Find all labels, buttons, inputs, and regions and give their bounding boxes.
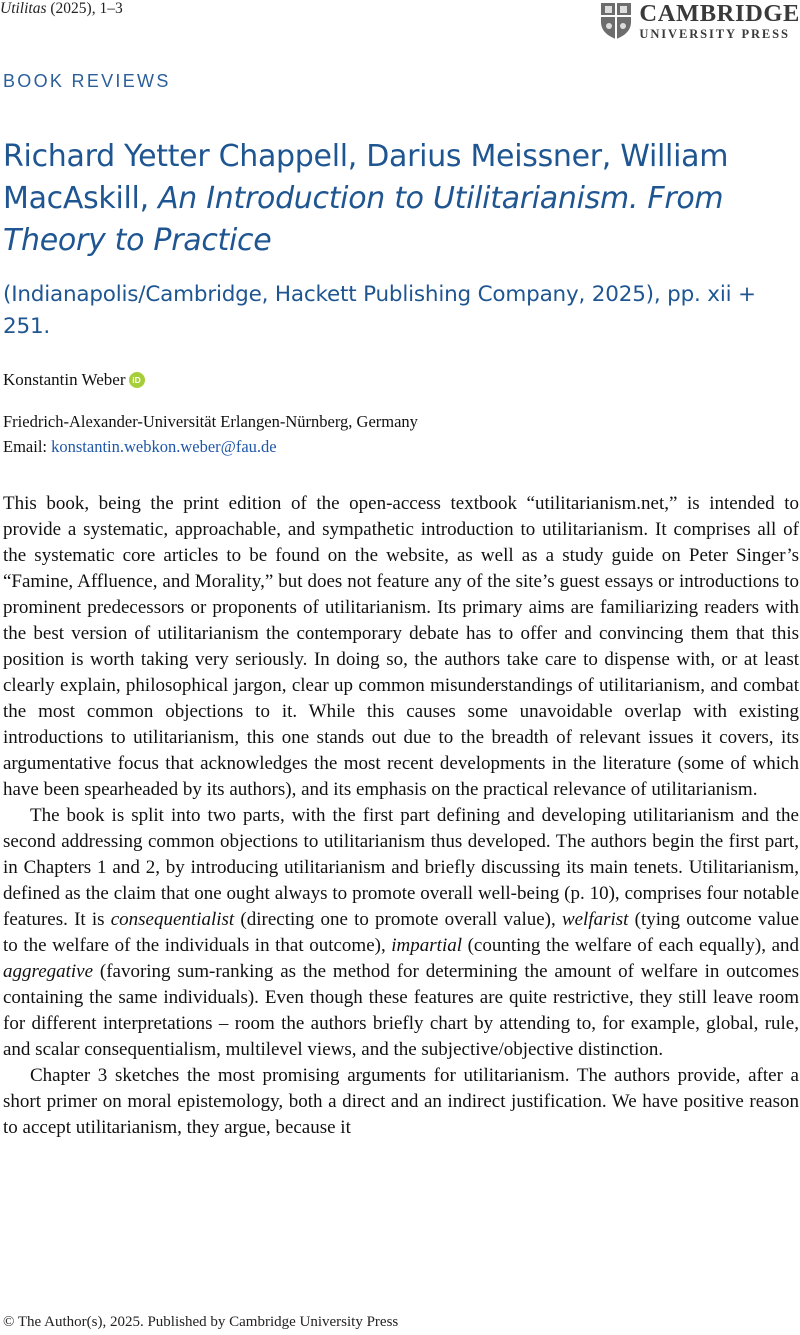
journal-citation <box>0 0 123 18</box>
journal-name: Utilitas <box>0 0 47 17</box>
p2-text-a: The book is split into two parts, with the first part defining and developing utilitarianism and the second addressing common objections to utilitarianism thus developed. The authors begin the first part, in Chapters 1 and 2, by introducing utilitarianism and briefly discussing its main tenets. Utilitarianism, defined as the claim that one ought always to promote overall well-being (p. 10), comprises four notable features. It is <box>3 805 799 930</box>
publisher-name: CAMBRIDGE <box>639 0 800 27</box>
publisher-logo[interactable] <box>600 0 800 42</box>
publisher-subname: UNIVERSITY PRESS <box>639 27 790 41</box>
section-label: BOOK REVIEWS <box>3 71 171 91</box>
email-label: Email: <box>3 437 52 456</box>
book-title: An Introduction to Utilitarianism. From Theory to Practice <box>3 181 724 258</box>
reviewer-affiliation: Friedrich-Alexander-Universität Erlangen-Nürnberg, Germany <box>3 412 418 431</box>
p2-text-b: (directing one to promote overall value), <box>234 909 562 930</box>
review-body <box>3 491 799 1141</box>
p2-text-e: (favoring sum-ranking as the method for determining the amount of welfare in outcomes containing the same individuals). Even though these features are quite restrictive, they still leave room for different interpretations – room the authors briefly chart by attending to, for example, global, rule, and scalar consequentialism, multilevel views, and the subjective/objective distinction. <box>3 961 799 1060</box>
orcid-icon[interactable]: iD <box>129 372 145 388</box>
paragraph-1: This book, being the print edition of the open-access textbook “utilitarianism.net,” is intended to provide a systematic, approachable, and sympathetic introduction to utilitarianism. It comprises all of the systematic core articles to be found on the website, as well as a study guide on Peter Singer’s “Famine, Affluence, and Morality,” but does not feature any of the site’s guest essays or introductions to prominent predecessors or proponents of utilitarianism. Its primary aims are familiarizing readers with the best version of utilitarianism the contemporary debate has to offer and convincing them that this position is worth taking very seriously. In doing so, the authors take care to dispense with, or at least clearly explain, philosophical jargon, clear up common misunderstandings of utilitarianism, and combat the most common objections to it. While this causes some unavoidable overlap with existing introductions to utilitarianism, this one stands out due to the breadth of relevant issues it covers, its argumentative focus that acknowledges the most recent developments in the literature (some of which have been spearheaded by its authors), and its emphasis on the practical relevance of utilitarianism. <box>3 493 799 800</box>
term-welfarist: welfarist <box>561 909 629 930</box>
review-title <box>3 136 793 262</box>
term-aggregative: aggregative <box>3 961 94 982</box>
book-authors: Richard Yetter Chappell, Darius Meissner, William MacAskill, <box>3 139 729 216</box>
p2-text-d: (counting the welfare of each equally), and <box>462 935 800 956</box>
shield-icon <box>600 2 632 40</box>
reviewer-email-line <box>3 437 277 457</box>
email-link[interactable]: konstantin.webkon.weber@fau.de <box>51 437 277 456</box>
reviewer-name-line <box>3 370 145 390</box>
term-impartial: impartial <box>391 935 463 956</box>
publication-info: (Indianapolis/Cambridge, Hackett Publishing Company, 2025), pp. xii + 251. <box>3 282 756 339</box>
journal-year-pages: (2025), 1–3 <box>46 0 123 17</box>
paragraph-3: Chapter 3 sketches the most promising arguments for utilitarianism. The authors provide, after a short primer on moral epistemology, both a direct and an indirect justification. We have positive reason to accept utilitarianism, they argue, because it <box>3 1065 799 1138</box>
reviewer-name: Konstantin Weber <box>3 370 126 389</box>
term-consequentialist: consequentialist <box>110 909 235 930</box>
paragraph-2 <box>3 803 799 1063</box>
p2-text-c: (tying outcome value to the welfare of the individuals in that outcome), <box>3 909 799 956</box>
copyright-footer: © The Author(s), 2025. Published by Cambridge University Press <box>3 1314 399 1330</box>
